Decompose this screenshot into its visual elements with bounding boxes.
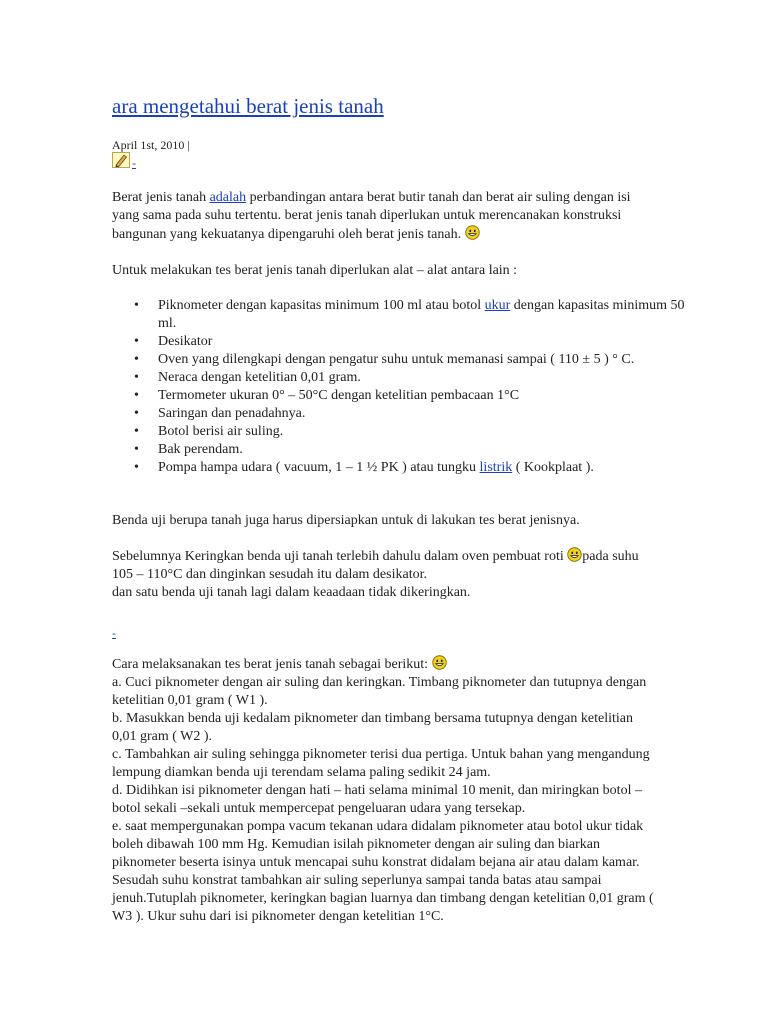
prep-text-c: dan satu benda uji tanah lagi dalam keaadaan tidak dikeringkan.	[112, 585, 471, 600]
list-item: • Botol berisi air suling.	[158, 423, 698, 441]
procedure-step-c: c. Tambahkan air suling sehingga piknometer terisi dua pertiga. Untuk bahan yang mengandung lempung diamkan benda uji terendam selama paling sedikit 24 jam.	[112, 747, 650, 780]
tools-intro: Untuk melakukan tes berat jenis tanah diperlukan alat – alat antara lain :	[112, 263, 518, 278]
adalah-link[interactable]: adalah	[209, 190, 247, 205]
smiley-icon	[432, 655, 447, 670]
preparation-paragraph	[112, 547, 660, 602]
tool-1-text-a: Piknometer dengan kapasitas minimum 100 ml atau botol	[158, 298, 485, 313]
tool-9-text-b: ( Kookplaat ).	[512, 460, 594, 475]
procedure-heading	[112, 655, 660, 674]
intro-text-a: Berat jenis tanah	[112, 190, 210, 205]
ukur-link[interactable]: ukur	[484, 298, 511, 313]
list-item: • Desikator	[158, 333, 698, 351]
listrik-link[interactable]: listrik	[479, 460, 513, 475]
list-item	[158, 297, 698, 333]
prep-text-b: pada suhu 105 – 110°C dan dinginkan sesudah itu dalam desikator.	[112, 549, 639, 582]
edit-link[interactable]: -	[132, 156, 136, 170]
list-item: • Oven yang dilengkapi dengan pengatur suhu untuk memanasi sampai ( 110 ± 5 ) ° C.	[158, 351, 698, 369]
list-item: • Neraca dengan ketelitian 0,01 gram.	[158, 369, 698, 387]
intro-paragraph	[112, 189, 660, 244]
tool-1-text-b: dengan kapasitas minimum 50 ml.	[158, 298, 685, 331]
sample-paragraph: Benda uji berupa tanah juga harus dipersiapkan untuk di lakukan tes berat jenisnya.	[112, 513, 580, 528]
smiley-icon	[465, 225, 480, 240]
post-title[interactable]: ara mengetahui berat jenis tanah	[112, 94, 384, 118]
procedure-heading-text: Cara melaksanakan tes berat jenis tanah sebagai berikut:	[112, 657, 429, 672]
procedure-step-e: e. saat mempergunakan pompa vacum tekanan udara didalam piknometer atau botol ukur tidak boleh dibawah 100 mm Hg. Kemudian isilah piknometer dengan air suling dan biarkan piknometer beserta isinya untuk mencapai suhu konstrat didalam bejana air atau dalam kamar. Sesudah suhu konstrat tambahkan air suling seperlunya sampai tanda batas atau sampai jenuh.Tutuplah piknometer, keringkan bagian luarnya dan timbang dengan ketelitian 0,01 gram ( W3 ). Ukur suhu dari isi piknometer dengan ketelitian 1°C.	[112, 819, 654, 924]
procedure-section	[112, 655, 660, 926]
prep-text-a: Sebelumnya Keringkan benda uji tanah terlebih dahulu dalam oven pembuat roti	[112, 549, 568, 564]
smiley-icon	[567, 547, 582, 562]
procedure-step-a: a. Cuci piknometer dengan air suling dan keringkan. Timbang piknometer dan tutupnya dengan ketelitian 0,01 gram ( W1 ).	[112, 675, 647, 708]
procedure-step-b: b. Masukkan benda uji kedalam piknometer dan timbang bersama tutupnya dengan ketelitian 0,01 gram ( W2 ).	[112, 711, 633, 744]
tool-9-text-a: Pompa hampa udara ( vacuum, 1 – 1 ½ PK ) atau tungku	[158, 460, 480, 475]
procedure-step-d: d. Didihkan isi piknometer dengan hati – hati selama minimal 10 menit, dan miringkan botol – botol sekali –sekali untuk mempercepat pengeluaran udara yang tersekap.	[112, 783, 642, 816]
list-item: • Saringan dan penadahnya.	[158, 405, 698, 423]
post-date: April 1st, 2010 |	[112, 138, 190, 152]
list-item	[158, 459, 698, 477]
pencil-icon[interactable]	[112, 152, 132, 168]
separator-link[interactable]: -	[112, 626, 116, 640]
intro-text-b: perbandingan antara berat butir tanah dan berat air suling dengan isi yang sama pada suhu tertentu. berat jenis tanah diperlukan untuk merencanakan konstruksi bangunan yang kekuatanya dipengaruhi oleh berat jenis tanah.	[112, 190, 631, 242]
tools-list	[112, 297, 698, 477]
list-item: • Bak perendam.	[158, 441, 698, 459]
list-item: • Termometer ukuran 0° – 50°C dengan ketelitian pembacaan 1°C	[158, 387, 698, 405]
